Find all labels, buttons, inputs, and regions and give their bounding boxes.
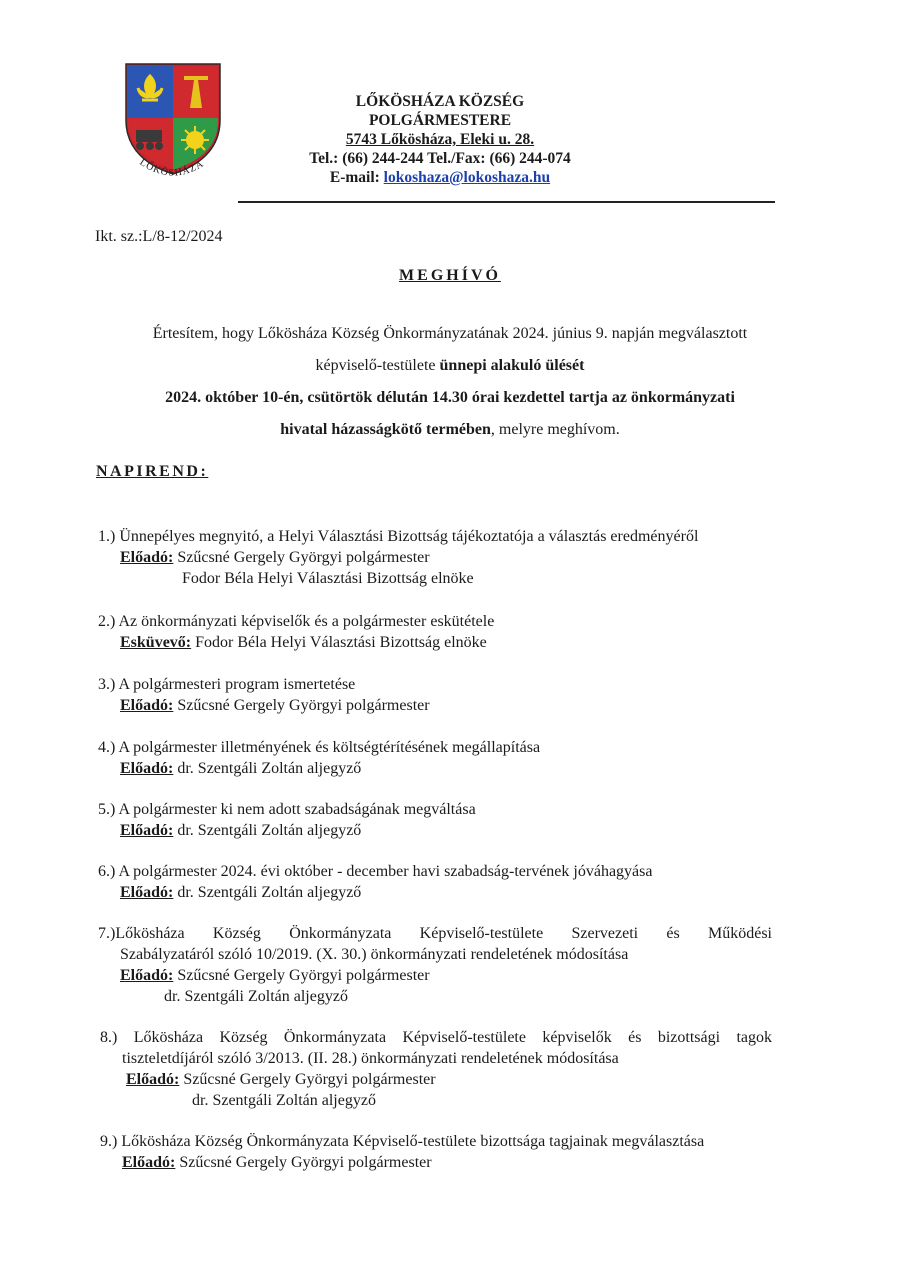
agenda-item-extra: Fodor Béla Helyi Választási Bizottság elnöke (182, 570, 474, 587)
agenda-item-presenter: Előadó: Szűcsné Gergely Györgyi polgármester (122, 1154, 432, 1171)
intro-bold: hivatal házasságkötő termében (280, 421, 491, 438)
email-label: E-mail: (329, 169, 384, 186)
agenda-item-presenter: Előadó: Szűcsné Gergely Györgyi polgármester (120, 967, 430, 984)
agenda-item-5 (98, 799, 772, 841)
agenda-item-8 (100, 1027, 772, 1111)
agenda-item-title: 5.) A polgármester ki nem adott szabadságának megváltása (98, 801, 476, 818)
agenda-item-title: 1.) Ünnepélyes megnyitó, a Helyi Választási Bizottság tájékoztatója a választás eredményéről (98, 528, 699, 545)
agenda-item-title: 6.) A polgármester 2024. évi október - december havi szabadság-tervének jóváhagyása (98, 863, 653, 880)
agenda-item-presenter: Előadó: dr. Szentgáli Zoltán aljegyző (120, 884, 362, 901)
intro-line-3 (80, 382, 820, 414)
agenda-item-presenter: Előadó: Szűcsné Gergely Györgyi polgármester (120, 549, 430, 566)
agenda-item-presenter: Előadó: Szűcsné Gergely Györgyi polgármester (120, 697, 430, 714)
agenda-item-title: 8.) Lőkösháza Község Önkormányzata Képviselő-testülete képviselők és bizottsági tagok (100, 1029, 773, 1046)
crest-text: LŐKÖSHÁZA (137, 156, 207, 179)
agenda-item-4 (98, 737, 772, 779)
agenda-item-1 (98, 526, 772, 589)
agenda-item-presenter: Esküvevő: Fodor Béla Helyi Választási Bizottság elnöke (120, 634, 487, 651)
intro-line-4 (80, 414, 820, 446)
letterhead-phone: Tel.: (66) 244-244 Tel./Fax: (66) 244-074 (309, 150, 571, 167)
intro-text: , melyre meghívom. (490, 421, 620, 438)
agenda-item-title-cont: tiszteletdíjáról szóló 3/2013. (II. 28.) önkormányzati rendeletének módosítása (122, 1050, 619, 1067)
letterhead-line2: POLGÁRMESTERE (368, 112, 512, 129)
reference-number: Ikt. sz.:L/8-12/2024 (95, 228, 223, 245)
intro-bold: 2024. október 10-én, csütörtök délután 14.30 órai kezdettel tartja az önkormányzati (165, 389, 735, 406)
intro-line-1: Értesítem, hogy Lőkösháza Község Önkormányzatának 2024. június 9. napján megválasztott (152, 325, 748, 342)
email-link[interactable]: lokoshaza@lokoshaza.hu (383, 169, 551, 186)
agenda-item-presenter: Előadó: Szűcsné Gergely Györgyi polgármester (126, 1071, 436, 1088)
document-title: MEGHÍVÓ (399, 267, 501, 284)
agenda-item-2 (98, 611, 772, 653)
agenda-item-9 (100, 1131, 772, 1173)
agenda-item-presenter: Előadó: dr. Szentgáli Zoltán aljegyző (120, 822, 362, 839)
coat-of-arms-logo (118, 58, 228, 182)
header-divider (238, 201, 775, 203)
letterhead (250, 92, 630, 187)
agenda-item-6 (98, 861, 772, 903)
agenda-item-extra: dr. Szentgáli Zoltán aljegyző (164, 988, 348, 1005)
agenda-item-title: 7.)Lőkösháza Község Önkormányzata Képviselő-testülete Szervezeti és Működési (98, 925, 772, 942)
intro-line-2 (80, 350, 820, 382)
agenda-item-7 (98, 923, 772, 1007)
agenda-item-3 (98, 674, 772, 716)
agenda-item-title: 2.) Az önkormányzati képviselők és a polgármester eskütétele (98, 613, 495, 630)
intro-text: képviselő-testülete (315, 357, 440, 374)
intro-bold: ünnepi alakuló ülését (439, 357, 585, 374)
agenda-item-presenter: Előadó: dr. Szentgáli Zoltán aljegyző (120, 760, 362, 777)
letterhead-address: 5743 Lőkösháza, Eleki u. 28. (345, 131, 535, 148)
agenda-item-extra: dr. Szentgáli Zoltán aljegyző (192, 1092, 376, 1109)
letterhead-line1: LŐKÖSHÁZA KÖZSÉG (355, 93, 525, 110)
agenda-item-title: 9.) Lőkösháza Község Önkormányzata Képviselő-testülete bizottsága tagjainak megválasztása (100, 1133, 705, 1150)
intro-paragraph (80, 318, 820, 446)
agenda-heading: NAPIREND: (96, 463, 209, 480)
agenda-item-title: 4.) A polgármester illetményének és költségtérítésének megállapítása (98, 739, 541, 756)
agenda-item-title: 3.) A polgármesteri program ismertetése (98, 676, 356, 693)
letterhead-email-row (250, 168, 630, 187)
agenda-item-title-cont: Szabályzatáról szóló 10/2019. (X. 30.) önkormányzati rendeletének módosítása (120, 946, 629, 963)
